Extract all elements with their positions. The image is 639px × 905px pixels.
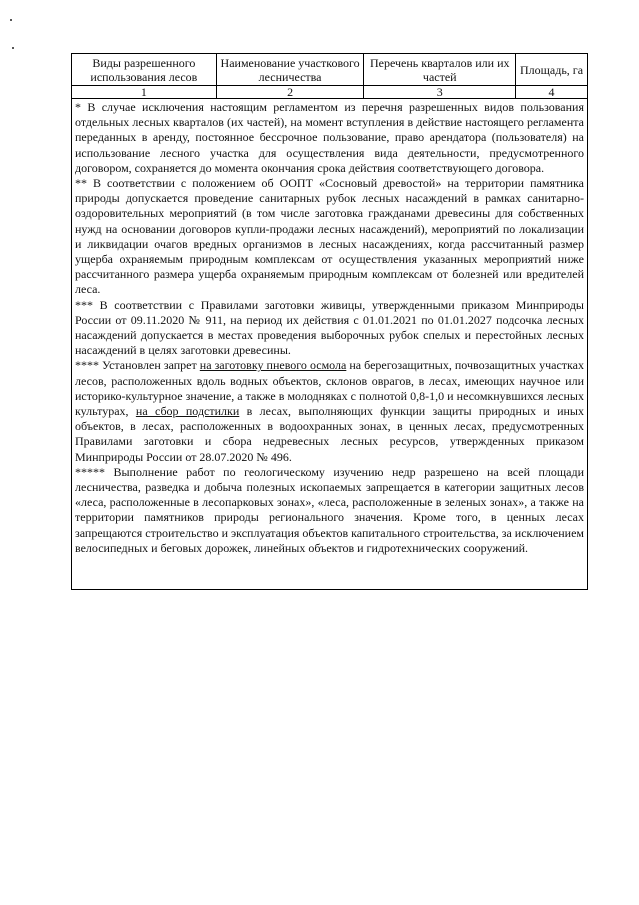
footnote-4-text: в лесах, выполняющих функции защиты природных и иных объектов, в лесах, расположенных в водоохранных зонах, в ценных лесах, предусмотренных Правилами заготовки и сбора недревесных лесных ресурсов, утвержденных приказом Минприроды России от 28.07.2020 № 496. xyxy=(75,404,584,464)
footnote-4 xyxy=(75,358,584,464)
table-header-row xyxy=(72,54,588,86)
header-cell-quarters-list: Перечень кварталов или их частей xyxy=(364,54,516,86)
column-number: 2 xyxy=(216,86,364,99)
forest-use-table xyxy=(71,53,588,99)
footnote-1: * В случае исключения настоящим регламентом из перечня разрешенных видов пользования отдельных лесных кварталов (их частей), на момент вступления в действие настоящего регламента переданных в аренду, постоянное бессрочное пользование, право арендатора (пользователя) на использование лесного участка для осуществления вида деятельности, предусмотренного договором, сохраняется до момента окончания срока действия соответствующего договора. xyxy=(75,100,584,175)
footnote-4-text: **** Установлен запрет xyxy=(75,358,200,373)
footnote-5: ***** Выполнение работ по геологическому изучению недр разрешено на всей площади лесничества, разведка и добыча полезных ископаемых запрещается в категории защитных лесов «леса, расположенные в лесопарковых зонах», «леса, расположенные в зеленых зонах», а также на территории памятников природы регионального значения. Кроме того, в ценных лесах запрещаются строительство и эксплуатация объектов капитального строительства, за исключением велосипедных и беговых дорожек, линейных объектов и гидротехнических сооружений. xyxy=(75,464,584,555)
footnote-4-underlined: на заготовку пневого осмола xyxy=(199,358,347,373)
footnote-2: ** В соответствии с положением об ООПТ «Сосновый древостой» на территории памятника природы допускается проведение санитарных рубок лесных насаждений в рамках санитарно-оздоровительных мероприятий (в том числе заготовка гражданами древесины для собственных нужд на основании договоров купли-продажи лесных насаждений), мероприятий по локализации и ликвидации очагов вредных организмов в лесных насаждениях, когда рассчитанный размер ущерба охраняемым природным комплексам от осуществления указанных мероприятий ниже рассчитанного размера ущерба охраняемым природным комплексам от болезней или вредителей леса. xyxy=(75,176,584,297)
header-cell-use-types: Виды разрешенного использования лесов xyxy=(72,54,217,86)
header-cell-area: Площадь, га xyxy=(516,54,588,86)
column-number: 1 xyxy=(72,86,217,99)
footnote-4-underlined: на сбор подстилки xyxy=(135,404,240,419)
column-number: 3 xyxy=(364,86,516,99)
footnotes-box xyxy=(71,98,588,590)
footnote-3: *** В соответствии с Правилами заготовки живицы, утвержденными приказом Минприроды России от 09.11.2020 № 911, на период их действия с 01.01.2021 по 01.01.2027 подсочка лесных насаждений допускается в местах проведения выборочных рубок спелых и перестойных лесных насаждений в целях заготовки древесины. xyxy=(75,297,584,358)
header-cell-forestry-name: Наименование участкового лесничества xyxy=(216,54,364,86)
table-number-row xyxy=(72,86,588,99)
footnote-4-text: на берегозащитных, почвозащитных участках лесов, расположенных вдоль водных объектов, склонов оврагов, в лесах, имеющих научное или историко-культурное значение, а также в молодняках с полнотой 0,8-1,0 и несомкнувшихся лесных культурах, xyxy=(75,358,584,419)
scan-speck xyxy=(10,19,12,21)
column-number: 4 xyxy=(516,86,588,99)
scan-speck xyxy=(12,47,14,49)
